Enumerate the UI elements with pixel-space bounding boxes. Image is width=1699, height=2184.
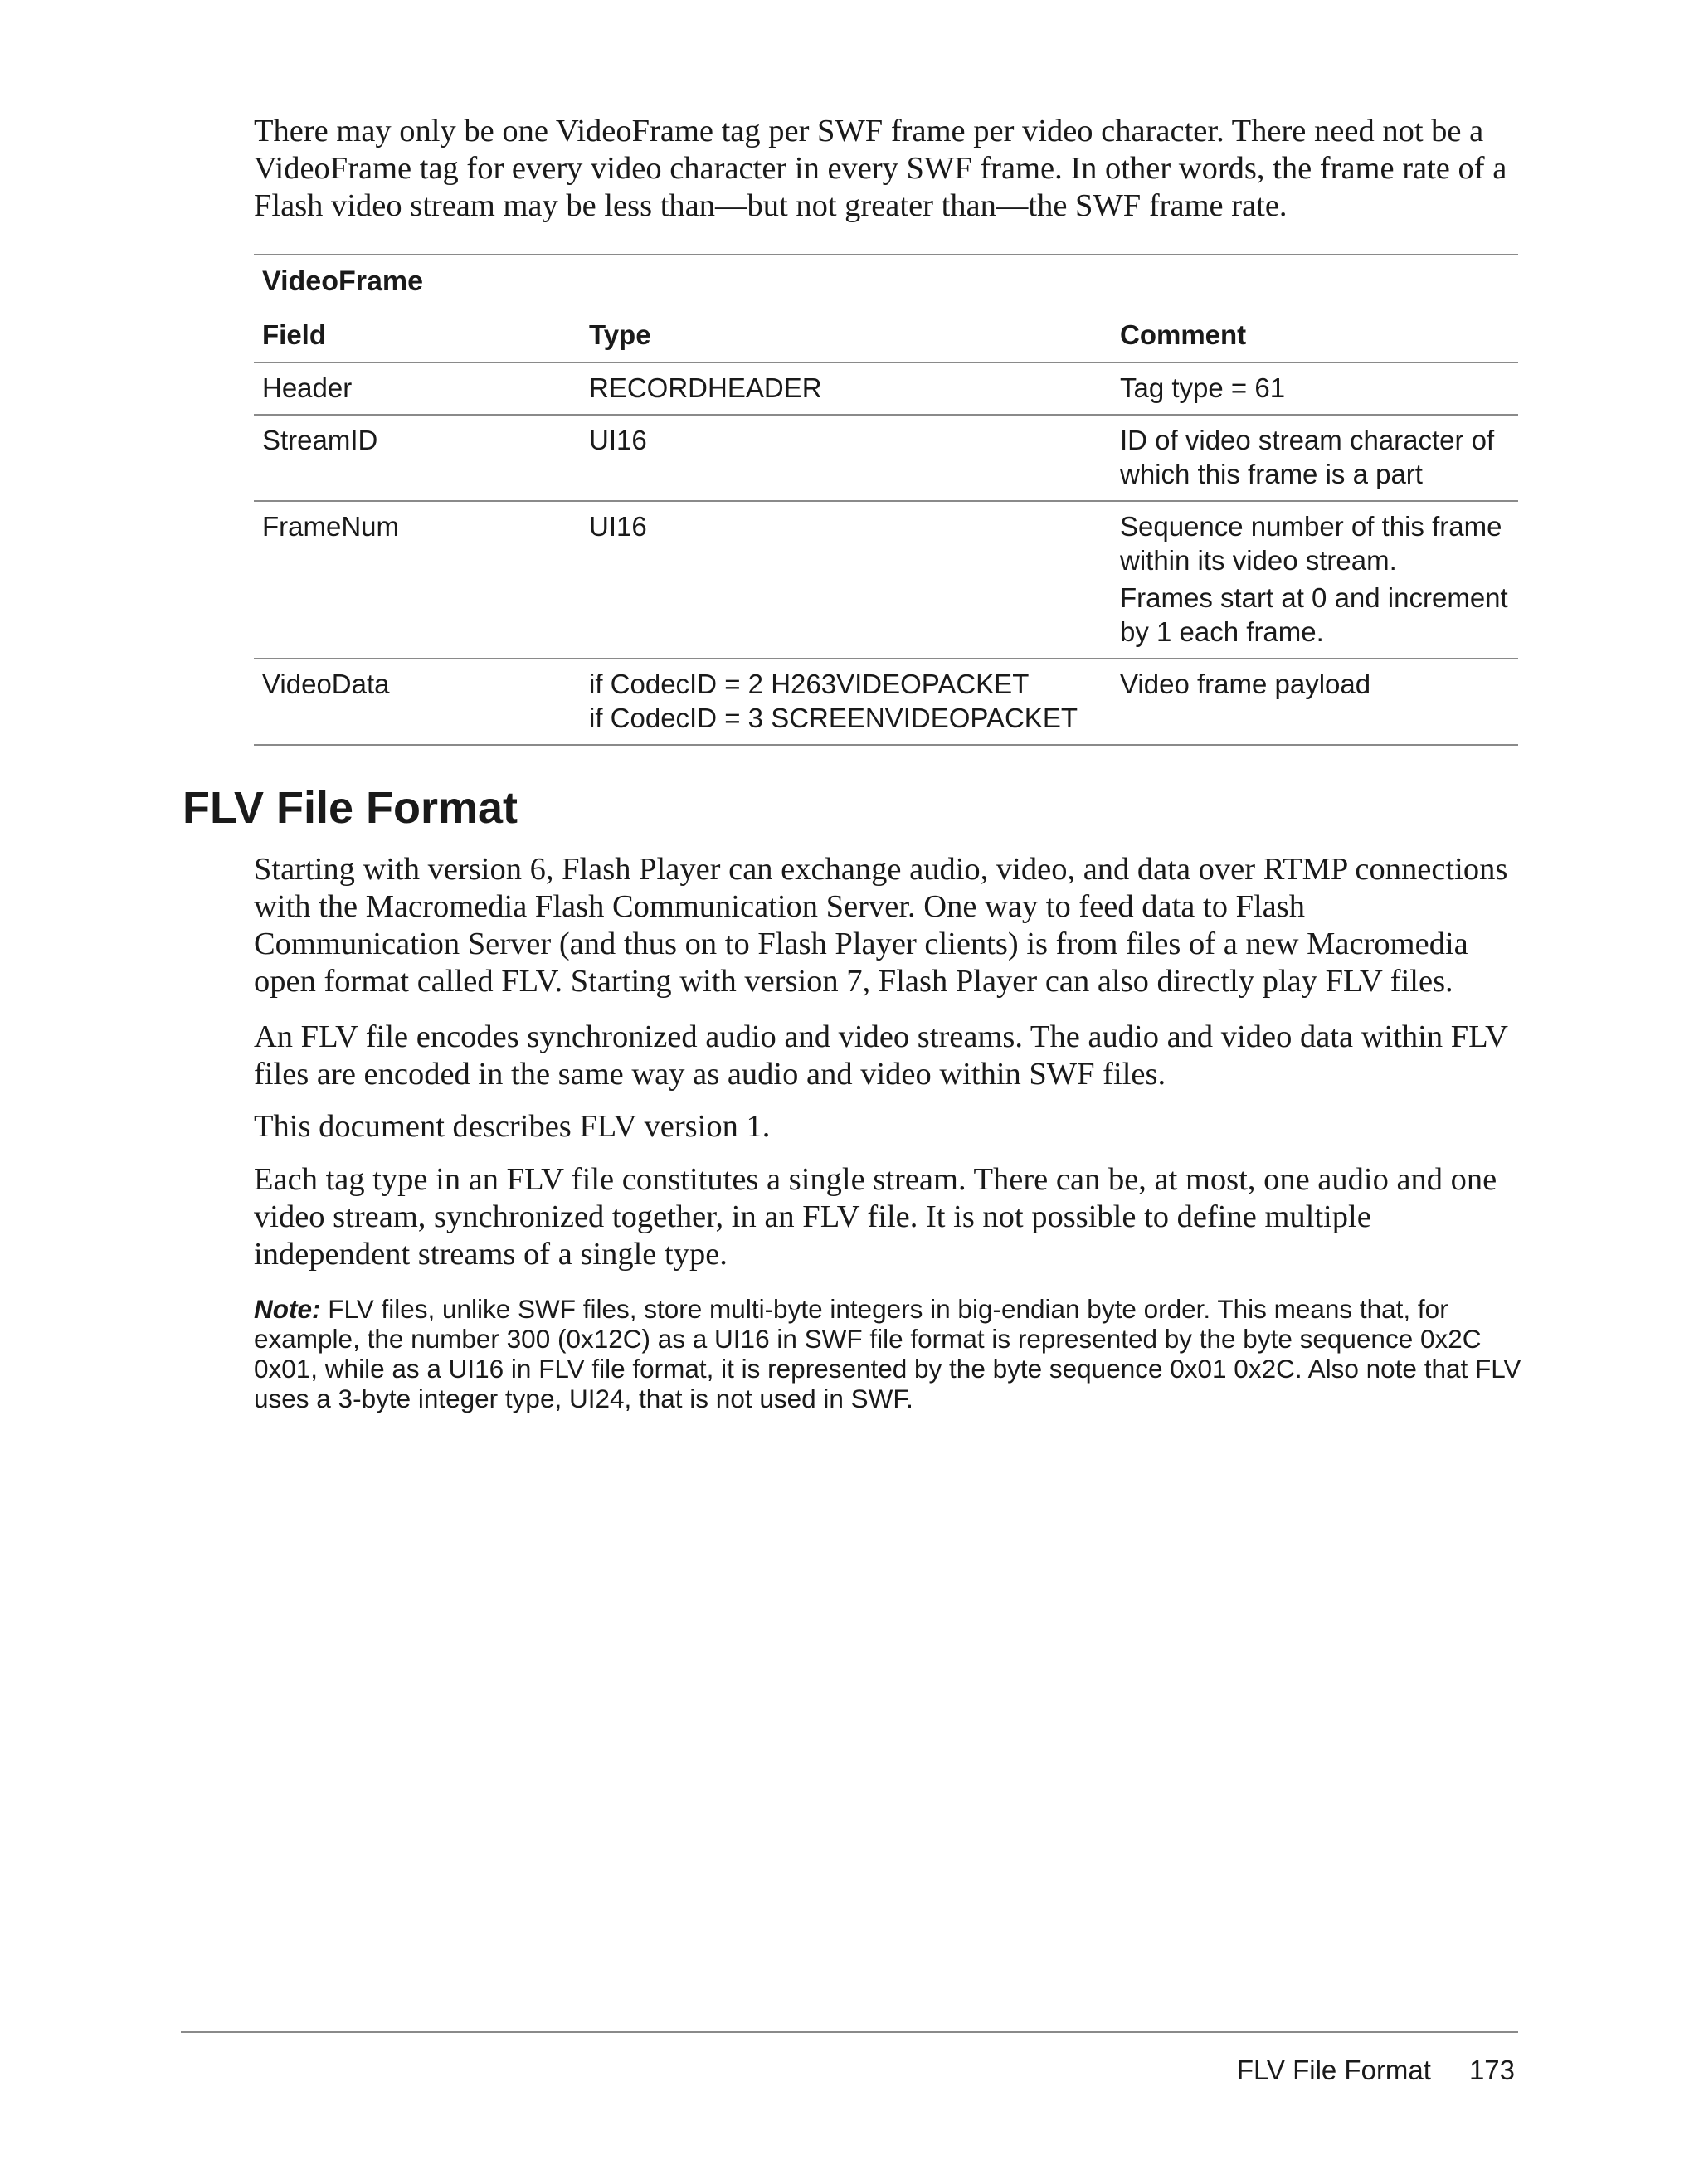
column-header-field: Field <box>254 307 581 362</box>
cell-comment <box>1112 501 1518 659</box>
cell-type <box>581 362 1112 415</box>
section-paragraph: An FLV file encodes synchronized audio and video streams. The audio and video data within FLV files are encoded in the same way as audio and video within SWF files. <box>254 1019 1508 1092</box>
column-header-type: Type <box>581 307 1112 362</box>
cell-comment-line: Sequence number of this frame within its video stream. <box>1120 511 1502 576</box>
cell-field: StreamID <box>254 415 581 501</box>
note-label: Note: <box>254 1294 321 1324</box>
table-row <box>254 415 1518 501</box>
footer-title: FLV File Format <box>1236 2055 1431 2085</box>
videoframe-table <box>254 254 1518 746</box>
cell-comment <box>1112 362 1518 415</box>
section-paragraph: This document describes FLV version 1. <box>254 1109 771 1144</box>
section-paragraph: Starting with version 6, Flash Player can exchange audio, video, and data over RTMP connections with the Macromedia Flash Communication Server. One way to feed data to Flash Communication Server (and thus on to Flash Player clients) is from files of a new Macromedia open format called FLV. Starting with version 7, Flash Player can also directly play FLV files. <box>254 852 1508 999</box>
table-row <box>254 659 1518 745</box>
cell-field: VideoData <box>254 659 581 745</box>
table-row <box>254 362 1518 415</box>
cell-type <box>581 501 1112 659</box>
cell-type <box>581 659 1112 745</box>
page-footer <box>1237 2054 1515 2087</box>
cell-comment-line: Tag type = 61 <box>1120 372 1286 403</box>
table-caption: VideoFrame <box>262 265 424 297</box>
cell-comment-line: Video frame payload <box>1120 669 1371 699</box>
cell-field: Header <box>254 362 581 415</box>
page-number: 173 <box>1468 2055 1515 2085</box>
cell-type-line: UI16 <box>589 425 647 455</box>
note-text: FLV files, unlike SWF files, store multi-byte integers in big-endian byte order. This means that, for example, the number 300 (0x12C) as a UI16 in SWF file format is represented by the byte sequence 0x2C 0x01, while as a UI16 in FLV file format, it is represented by the byte sequence 0x01 0x2C. Also note that FLV uses a 3-byte integer type, UI24, that is not used in SWF. <box>254 1294 1521 1413</box>
cell-type-line: if CodecID = 3 SCREENVIDEOPACKET <box>589 703 1078 733</box>
table-header-row <box>254 307 1518 362</box>
cell-comment-line: Frames start at 0 and increment by 1 each frame. <box>1120 582 1508 647</box>
cell-type-line: UI16 <box>589 511 647 542</box>
section-heading: FLV File Format <box>183 783 518 833</box>
footer-rule <box>181 2031 1518 2033</box>
cell-comment-line: ID of video stream character of which this frame is a part <box>1120 425 1495 489</box>
table-row <box>254 501 1518 659</box>
column-header-comment: Comment <box>1112 307 1518 362</box>
cell-type <box>581 415 1112 501</box>
cell-field: FrameNum <box>254 501 581 659</box>
intro-paragraph: There may only be one VideoFrame tag per SWF frame per video character. There need not be a VideoFrame tag for every video character in every SWF frame. In other words, the frame rate of a Flash video stream may be less than—but not greater than—the SWF frame rate. <box>254 114 1507 223</box>
section-paragraph: Each tag type in an FLV file constitutes a single stream. There can be, at most, one audio and one video stream, synchronized together, in an FLV file. It is not possible to define multiple independent streams of a single type. <box>254 1162 1497 1272</box>
cell-type-line: RECORDHEADER <box>589 372 822 403</box>
cell-type-line: if CodecID = 2 H263VIDEOPACKET <box>589 669 1030 699</box>
cell-comment <box>1112 415 1518 501</box>
cell-comment <box>1112 659 1518 745</box>
note-paragraph <box>254 1294 1523 1413</box>
videoframe-field-table <box>254 307 1518 746</box>
